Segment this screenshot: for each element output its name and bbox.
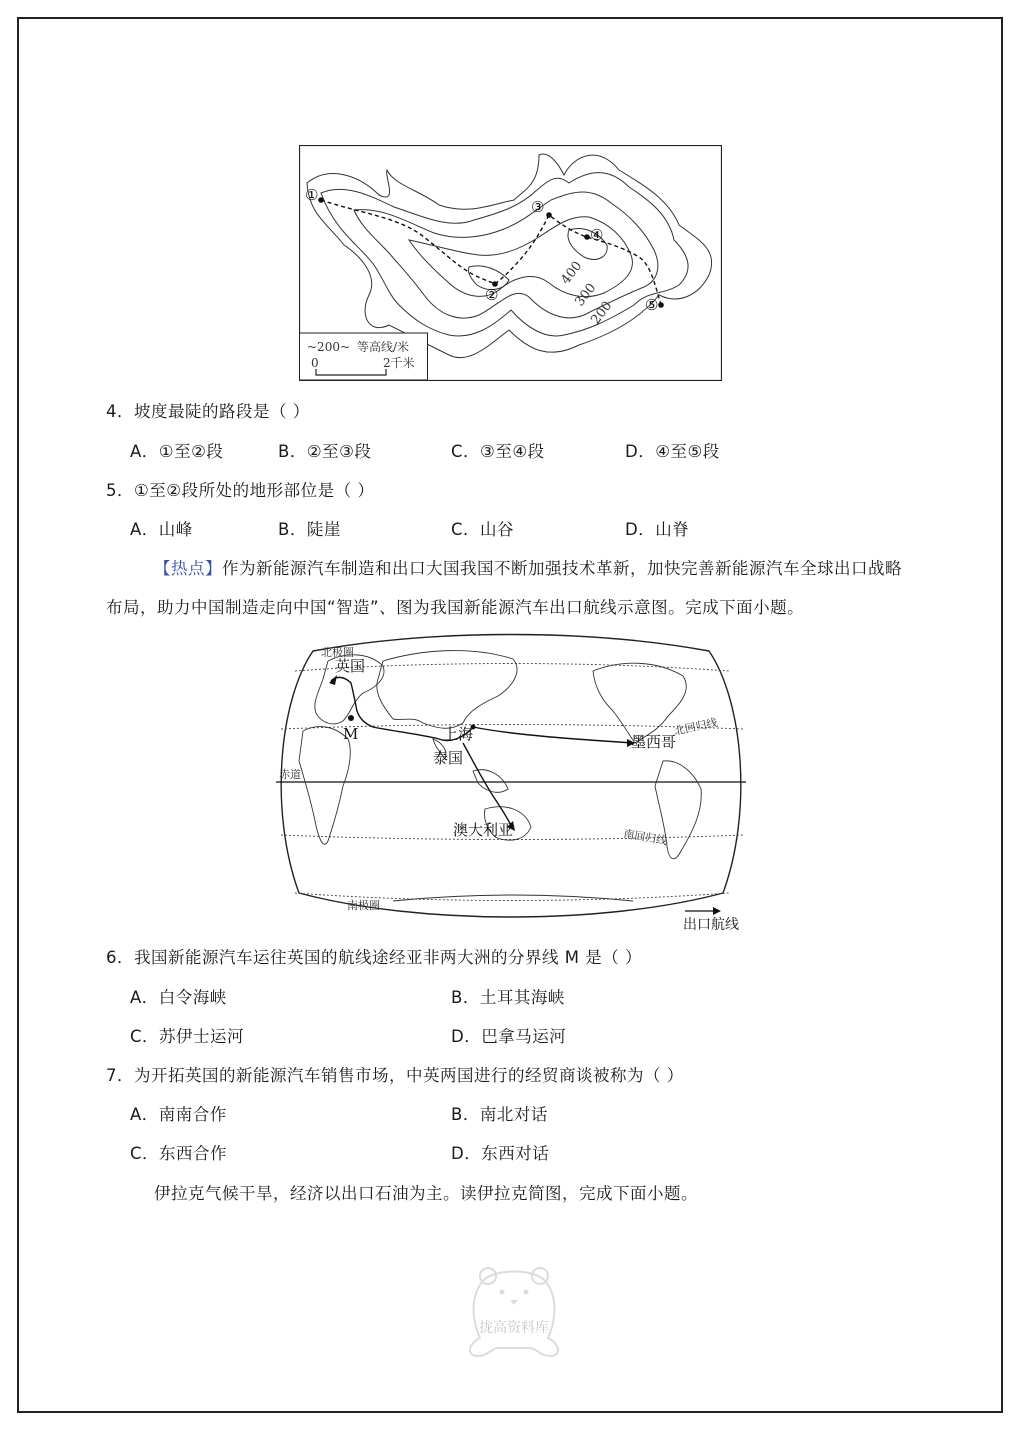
- marker-3: ③: [531, 198, 545, 216]
- legend-scale-start: 0: [311, 356, 319, 370]
- label-mexico: 墨西哥: [631, 733, 677, 751]
- question-5-option-a: A．山峰: [130, 520, 193, 539]
- label-australia: 澳大利亚: [453, 821, 514, 839]
- contour-value-400: 400: [558, 258, 586, 288]
- label-north-polar: 北极圈: [321, 646, 354, 659]
- legend-export-route: 出口航线: [683, 917, 739, 931]
- marker-2: ②: [485, 286, 499, 304]
- question-5-option-b: B．陡崖: [278, 520, 341, 539]
- question-4-option-a: A．①至②段: [130, 442, 224, 461]
- watermark-logo: [452, 1262, 576, 1360]
- contour-value-200: 200: [588, 298, 616, 328]
- legend-scale-end: 2千米: [383, 356, 415, 370]
- marker-5: ⑤: [645, 296, 659, 314]
- hot-topic-text-1: 作为新能源汽车制造和出口大国我国不断加强技术革新，加快完善新能源汽车全球出口战略: [222, 559, 902, 578]
- question-5-option-d: D．山脊: [625, 520, 690, 539]
- hot-topic-tag: 【热点】: [154, 559, 222, 578]
- question-4-option-d: D．④至⑤段: [625, 442, 720, 461]
- question-4-option-c: C．③至④段: [451, 442, 545, 461]
- marker-4: ④: [590, 226, 604, 244]
- label-equator: 赤道: [279, 768, 301, 781]
- world-map: [273, 631, 749, 931]
- question-7-option-d: D．东西对话: [451, 1144, 550, 1163]
- contour-map: [299, 145, 722, 381]
- question-7-option-c: C．东西合作: [130, 1144, 228, 1163]
- question-6-option-d: D．巴拿马运河: [451, 1027, 567, 1046]
- label-thailand: 泰国: [433, 749, 464, 767]
- marker-1: ①: [305, 186, 319, 204]
- watermark-text: 拢高资料库: [479, 1320, 549, 1336]
- label-uk: 英国: [335, 657, 366, 675]
- contour-value-300: 300: [572, 280, 600, 310]
- hot-topic-line-2: 布局，助力中国制造走向中国“智造”、图为我国新能源汽车出口航线示意图。完成下面小题。: [106, 598, 805, 617]
- question-7-stem: 7．为开拓英国的新能源汽车销售市场，中英两国进行的经贸商谈被称为（ ）: [106, 1066, 684, 1085]
- question-6-option-c: C．苏伊士运河: [130, 1027, 245, 1046]
- legend-contour-label: 等高线/米: [357, 340, 410, 354]
- hot-topic-line-1: [154, 558, 902, 580]
- question-6-option-b: B．土耳其海峡: [451, 988, 565, 1007]
- question-7-option-b: B．南北对话: [451, 1105, 548, 1124]
- label-tropic-cancer: 北回归线: [672, 716, 719, 738]
- label-south-polar: 南极圈: [347, 899, 380, 912]
- label-m: M: [343, 725, 359, 743]
- question-6-option-a: A．白令海峡: [130, 988, 227, 1007]
- question-5-stem: 5．①至②段所处的地形部位是（ ）: [106, 481, 375, 500]
- question-5-option-c: C．山谷: [451, 520, 515, 539]
- question-6-stem: 6．我国新能源汽车运往英国的航线途经亚非两大洲的分界线 M 是（ ）: [106, 948, 642, 967]
- label-tropic-capricorn: 南回归线: [622, 827, 669, 848]
- question-4-stem: 4．坡度最陡的路段是（ ）: [106, 402, 310, 421]
- legend-contour-symbol: ~200~: [307, 340, 351, 354]
- label-shanghai: 上海: [443, 725, 474, 743]
- iraq-intro: 伊拉克气候干旱，经济以出口石油为主。读伊拉克简图，完成下面小题。: [154, 1184, 698, 1203]
- question-4-option-b: B．②至③段: [278, 442, 372, 461]
- question-7-option-a: A．南南合作: [130, 1105, 227, 1124]
